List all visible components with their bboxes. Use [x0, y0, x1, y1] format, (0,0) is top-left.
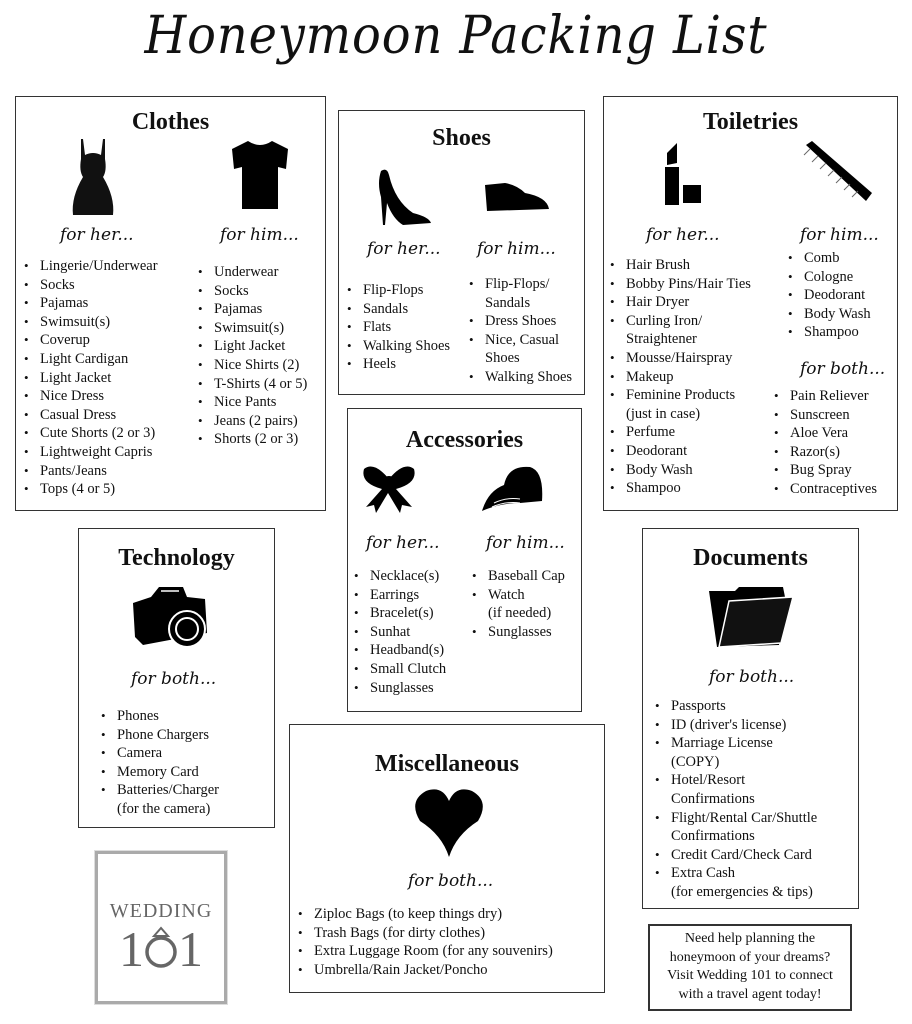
logo-word: WEDDING [109, 900, 213, 922]
list-item: • Extra Luggage Room (for any souvenirs) [296, 942, 553, 961]
list-item: • Marriage License (COPY) [653, 734, 817, 771]
list-item: • Heels [345, 355, 450, 374]
travel-agent-promo[interactable] [648, 924, 852, 1011]
shoes-her-list [345, 281, 450, 374]
list-item: • Contraceptives [772, 480, 877, 499]
list-item: • Dress Shoes [467, 312, 572, 331]
toiletries-both-list [772, 387, 877, 499]
list-item: • Swimsuit(s) [196, 319, 307, 338]
comb-icon [802, 141, 874, 203]
list-item: • Cute Shorts (2 or 3) [22, 424, 158, 443]
for-her-label: for her... [367, 239, 441, 259]
toiletries-him-list [786, 249, 871, 342]
list-item: • Underwear [196, 263, 307, 282]
list-item: • Aloe Vera [772, 424, 877, 443]
section-miscellaneous [289, 724, 605, 993]
bow-icon [360, 463, 418, 515]
for-her-label: for her... [60, 225, 134, 245]
list-item: • Pants/Jeans [22, 462, 158, 481]
section-clothes [15, 96, 326, 511]
section-documents [642, 528, 859, 909]
section-shoes [338, 110, 585, 395]
list-item: • Swimsuit(s) [22, 313, 158, 332]
section-toiletries [603, 96, 898, 511]
wedding-101-logo[interactable] [95, 851, 227, 1004]
list-item: • Earrings [352, 586, 446, 605]
list-item: • Mousse/Hairspray [608, 349, 751, 368]
list-item: • Sunglasses [470, 623, 565, 642]
list-item: • Pajamas [22, 294, 158, 313]
camera-icon [131, 585, 213, 649]
for-him-label: for him... [220, 225, 299, 245]
list-item: • Baseball Cap [470, 567, 565, 586]
list-item: • Casual Dress [22, 406, 158, 425]
list-item: • Jeans (2 pairs) [196, 412, 307, 431]
list-item: • Body Wash [608, 461, 751, 480]
list-item: • Phones [99, 707, 219, 726]
list-item: • Light Jacket [196, 337, 307, 356]
for-her-label: for her... [646, 225, 720, 245]
for-both-label: for both... [131, 669, 217, 689]
list-item: • Comb [786, 249, 871, 268]
clothes-him-list [196, 263, 307, 449]
list-item: • Socks [22, 276, 158, 295]
list-item: • Feminine Products (just in case) [608, 386, 751, 423]
list-item: • Memory Card [99, 763, 219, 782]
list-item: • Umbrella/Rain Jacket/Poncho [296, 961, 553, 980]
list-item: • Watch (if needed) [470, 586, 565, 623]
list-item: • Razor(s) [772, 443, 877, 462]
documents-both-list [653, 697, 817, 902]
list-item: • T-Shirts (4 or 5) [196, 375, 307, 394]
for-him-label: for him... [800, 225, 879, 245]
logo-digit: 1 [119, 921, 144, 977]
section-heading: Technology [118, 545, 235, 571]
list-item: • Nice Shirts (2) [196, 356, 307, 375]
lipstick-icon [659, 141, 707, 207]
section-heading: Accessories [405, 427, 524, 453]
list-item: • Flip-Flops/ Sandals [467, 275, 572, 312]
promo-line: Visit Wedding 101 to connect [667, 968, 833, 983]
promo-line: with a travel agent today! [678, 986, 822, 1002]
section-heading: Miscellaneous [375, 751, 519, 777]
list-item: • Small Clutch [352, 660, 446, 679]
list-item: • Extra Cash (for emergencies & tips) [653, 864, 817, 901]
list-item: • Flats [345, 318, 450, 337]
list-item: • Cologne [786, 268, 871, 287]
list-item: • Socks [196, 282, 307, 301]
list-item: • Necklace(s) [352, 567, 446, 586]
list-item: • Shorts (2 or 3) [196, 430, 307, 449]
for-him-label: for him... [477, 239, 556, 259]
dress-shoe-icon [481, 181, 553, 217]
list-item: • Pain Reliever [772, 387, 877, 406]
list-item: • Flight/Rental Car/Shuttle Confirmations [653, 809, 817, 846]
list-item: • Phone Chargers [99, 726, 219, 745]
list-item: • Headband(s) [352, 641, 446, 660]
for-both-label: for both... [800, 359, 886, 379]
list-item: • Hotel/Resort Confirmations [653, 771, 817, 808]
for-both-label: for both... [408, 871, 494, 891]
section-heading: Shoes [432, 125, 491, 151]
section-accessories [347, 408, 582, 712]
list-item: • Lightweight Capris [22, 443, 158, 462]
technology-both-list [99, 707, 219, 819]
list-item: • Camera [99, 744, 219, 763]
list-item: • Curling Iron/ Straightener [608, 312, 751, 349]
list-item: • Passports [653, 697, 817, 716]
list-item: • Flip-Flops [345, 281, 450, 300]
page-title: Honeymoon Packing List [144, 6, 768, 66]
list-item: • Sunscreen [772, 406, 877, 425]
list-item: • Coverup [22, 331, 158, 350]
for-him-label: for him... [486, 533, 565, 553]
section-heading: Documents [693, 545, 808, 571]
list-item: • Sunhat [352, 623, 446, 642]
list-item: • Deodorant [608, 442, 751, 461]
folder-icon [707, 585, 797, 649]
clothes-her-list [22, 257, 158, 499]
list-item: • Bug Spray [772, 461, 877, 480]
section-technology [78, 528, 275, 828]
baseball-cap-icon [480, 463, 546, 515]
accessories-her-list [352, 567, 446, 697]
tshirt-icon [230, 139, 290, 211]
list-item: • Pajamas [196, 300, 307, 319]
list-item: • Light Cardigan [22, 350, 158, 369]
high-heel-icon [373, 167, 435, 229]
list-item: • Body Wash [786, 305, 871, 324]
section-heading: Toiletries [702, 109, 799, 135]
promo-line: Need help planning the [684, 931, 816, 946]
list-item: • Walking Shoes [345, 337, 450, 356]
logo-digit: 1 [178, 921, 203, 977]
list-item: • Lingerie/Underwear [22, 257, 158, 276]
list-item: • Perfume [608, 423, 751, 442]
list-item: • Hair Dryer [608, 293, 751, 312]
list-item: • Tops (4 or 5) [22, 480, 158, 499]
list-item: • Nice Pants [196, 393, 307, 412]
list-item: • Shampoo [608, 479, 751, 498]
promo-line: honeymoon of your dreams? [669, 949, 831, 965]
list-item: • Makeup [608, 368, 751, 387]
list-item: • Batteries/Charger (for the camera) [99, 781, 219, 818]
list-item: • Nice Dress [22, 387, 158, 406]
list-item: • Credit Card/Check Card [653, 846, 817, 865]
logo-number [98, 920, 224, 978]
list-item: • Trash Bags (for dirty clothes) [296, 924, 553, 943]
for-both-label: for both... [709, 667, 795, 687]
shoes-him-list [467, 275, 572, 387]
list-item: • Bobby Pins/Hair Ties [608, 275, 751, 294]
list-item: • ID (driver's license) [653, 716, 817, 735]
list-item: • Hair Brush [608, 256, 751, 275]
toiletries-her-list [608, 256, 751, 498]
dress-icon [71, 137, 115, 217]
list-item: • Walking Shoes [467, 368, 572, 387]
list-item: • Sunglasses [352, 679, 446, 698]
heart-icon [414, 787, 484, 859]
accessories-him-list [470, 567, 565, 641]
list-item: • Light Jacket [22, 369, 158, 388]
ring-icon [144, 924, 178, 970]
list-item: • Nice, Casual Shoes [467, 331, 572, 368]
list-item: • Ziploc Bags (to keep things dry) [296, 905, 553, 924]
miscellaneous-both-list [296, 905, 553, 979]
section-heading: Clothes [131, 109, 210, 135]
list-item: • Sandals [345, 300, 450, 319]
list-item: • Bracelet(s) [352, 604, 446, 623]
list-item: • Deodorant [786, 286, 871, 305]
for-her-label: for her... [366, 533, 440, 553]
list-item: • Shampoo [786, 323, 871, 342]
